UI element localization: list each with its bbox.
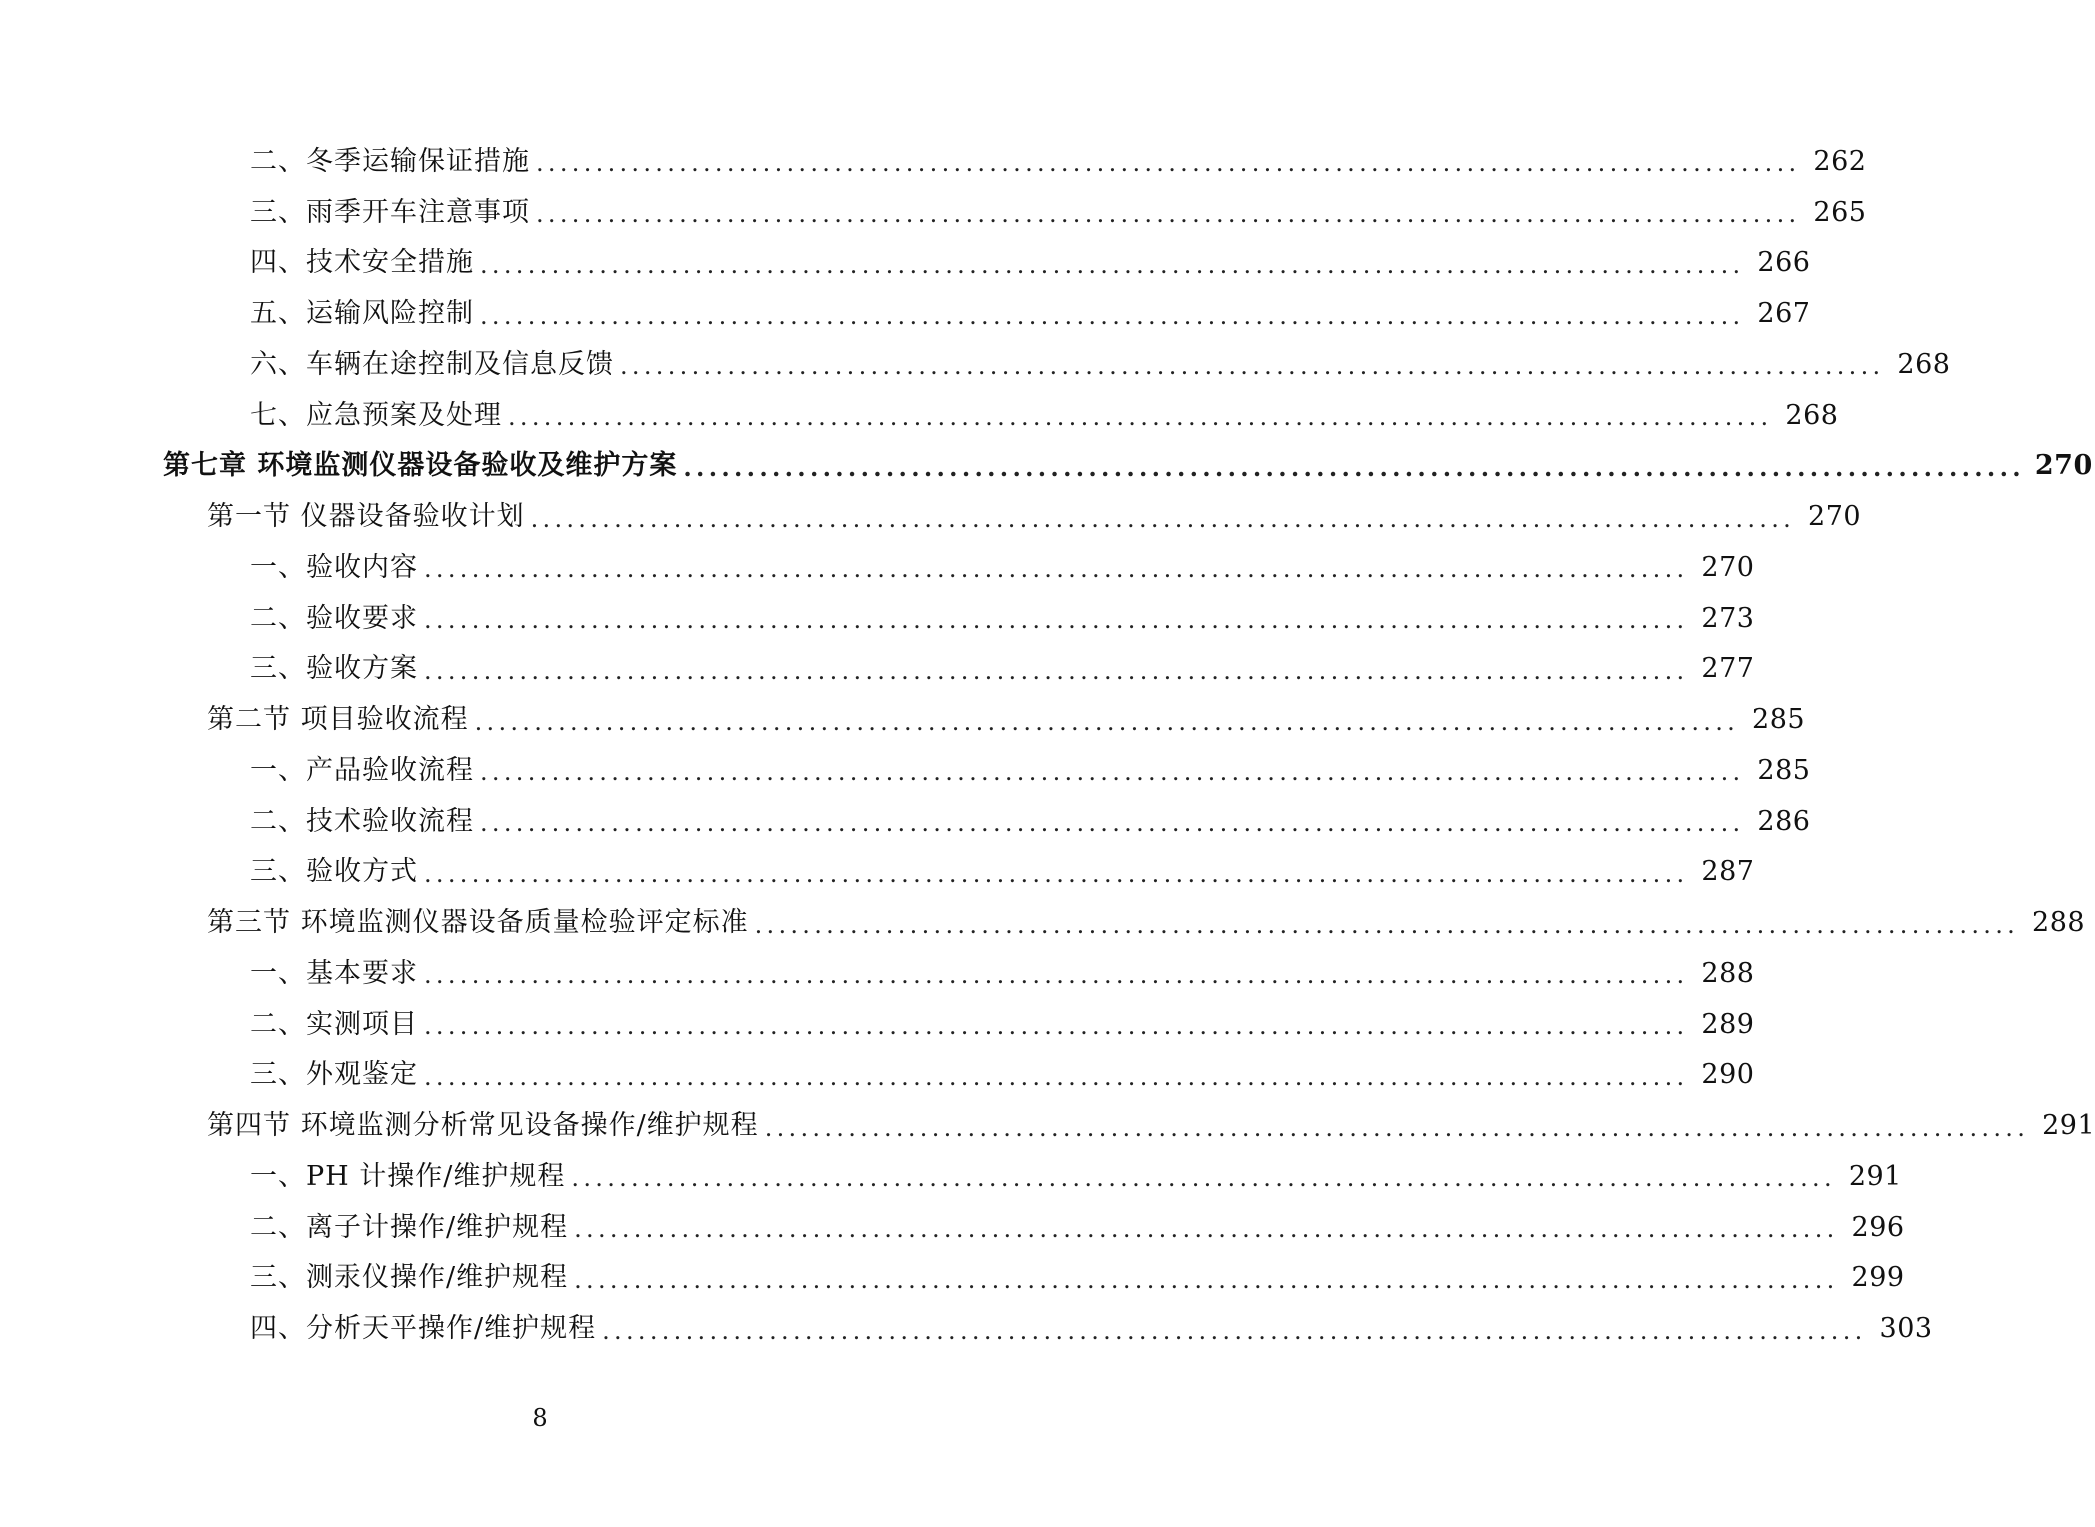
toc-entry-page: 289: [1701, 1008, 1755, 1040]
toc-entry-label: 六、车辆在途控制及信息反馈: [250, 348, 614, 380]
dot-leader: ..........................................................................................................: [530, 504, 1796, 533]
dot-leader: ..........................................................................................................: [574, 1215, 1839, 1244]
toc-entry-page: 265: [1813, 196, 1867, 228]
toc-entry[interactable]: [0, 796, 1811, 847]
toc-entry-page: 270: [1808, 501, 1862, 533]
toc-entry[interactable]: [0, 948, 1755, 999]
dot-leader: ..........................................................................................................: [764, 1113, 2030, 1142]
dot-leader: ..........................................................................................................: [574, 1265, 1839, 1294]
dot-leader: ..........................................................................................................: [480, 301, 1745, 330]
toc-entry-label: 二、冬季运输保证措施: [250, 145, 530, 177]
toc-entry-label: 二、实测项目: [250, 1008, 418, 1040]
toc-entry-page: 299: [1851, 1262, 1905, 1294]
toc-entry-page: 285: [1752, 704, 1806, 736]
toc-entry[interactable]: [0, 1050, 1755, 1101]
dot-leader: ..........................................................................................................: [424, 555, 1689, 584]
toc-section-entry[interactable]: [0, 491, 1862, 542]
toc-entry[interactable]: [0, 745, 1811, 796]
toc-entry-label: 一、基本要求: [250, 957, 418, 989]
toc-entry[interactable]: [0, 542, 1755, 593]
dot-leader: ..........................................................................................................: [424, 656, 1689, 685]
dot-leader: ..........................................................................................................: [602, 1316, 1867, 1345]
toc-entry[interactable]: [0, 1202, 1905, 1253]
dot-leader: ..........................................................................................................: [480, 809, 1745, 838]
toc-entry-label: 三、雨季开车注意事项: [250, 196, 530, 228]
toc-entry-label: 一、产品验收流程: [250, 754, 474, 786]
toc-entry-label: 二、技术验收流程: [250, 805, 474, 837]
dot-leader: ..........................................................................................................: [480, 758, 1745, 787]
toc-section-entry[interactable]: [0, 1100, 2095, 1151]
toc-entry-label: 一、PH 计操作/维护规程: [250, 1160, 566, 1192]
dot-leader: ..........................................................................................................: [424, 1062, 1689, 1091]
toc-entry-page: 291: [1848, 1160, 1902, 1192]
page-number: 8: [532, 1404, 548, 1432]
toc-entry-page: 288: [2032, 907, 2086, 939]
toc-entry-page: 268: [1785, 399, 1839, 431]
toc-entry[interactable]: [0, 238, 1811, 289]
dot-leader: ..........................................................................................................: [536, 149, 1801, 178]
toc-entry[interactable]: [0, 999, 1755, 1050]
toc-entry-label: 五、运输风险控制: [250, 298, 474, 330]
toc-entry-page: 288: [1701, 957, 1755, 989]
toc-section-entry[interactable]: [0, 897, 2086, 948]
toc-entry[interactable]: [0, 644, 1755, 695]
toc-entry-page: 268: [1897, 348, 1951, 380]
toc-entry-label: 二、验收要求: [250, 602, 418, 634]
dot-leader: ..........................................................................................................: [474, 707, 1740, 736]
toc-entry[interactable]: [0, 593, 1755, 644]
toc-entry-label: 三、验收方案: [250, 653, 418, 685]
toc-entry-page: 286: [1757, 805, 1811, 837]
toc-entry-page: 270: [1701, 551, 1755, 583]
toc-entry-label: 三、外观鉴定: [250, 1059, 418, 1091]
toc-entry[interactable]: [0, 1253, 1905, 1304]
toc-entry-label: 四、分析天平操作/维护规程: [250, 1313, 597, 1345]
toc-entry-page: 277: [1701, 653, 1755, 685]
toc-entry-label: 七、应急预案及处理: [250, 399, 502, 431]
toc-entry[interactable]: [0, 288, 1811, 339]
toc-entry-label: 四、技术安全措施: [250, 247, 474, 279]
toc-entry-label: 第一节 仪器设备验收计划: [207, 501, 525, 533]
toc-entry-page: 303: [1879, 1313, 1933, 1345]
toc-entry-label: 二、离子计操作/维护规程: [250, 1211, 569, 1243]
toc-entry[interactable]: [0, 1151, 1902, 1202]
toc-entry-label: 第七章 环境监测仪器设备验收及维护方案: [163, 450, 678, 482]
toc-entry-page: 267: [1757, 298, 1811, 330]
toc-entry-page: 285: [1757, 754, 1811, 786]
dot-leader: ..........................................................................................................: [754, 910, 2020, 939]
toc-entry[interactable]: [0, 187, 1867, 238]
toc-entry-label: 第三节 环境监测仪器设备质量检验评定标准: [207, 907, 749, 939]
toc-entry-label: 第二节 项目验收流程: [207, 704, 469, 736]
dot-leader: ..........................................................................................................: [508, 403, 1773, 432]
dot-leader: ..........................................................................................................: [480, 250, 1745, 279]
table-of-contents: [0, 136, 2095, 1354]
dot-leader: ..........................................................................................................: [683, 452, 2025, 482]
toc-entry-page: 296: [1851, 1211, 1905, 1243]
toc-entry-page: 266: [1757, 247, 1811, 279]
toc-section-entry[interactable]: [0, 694, 1806, 745]
dot-leader: ..........................................................................................................: [424, 606, 1689, 635]
toc-entry-page: 270: [2034, 450, 2093, 482]
toc-entry[interactable]: [0, 339, 1951, 390]
toc-chapter-entry[interactable]: [0, 441, 2093, 492]
toc-entry-page: 273: [1701, 602, 1755, 634]
toc-entry-label: 三、测汞仪操作/维护规程: [250, 1262, 569, 1294]
dot-leader: ..........................................................................................................: [571, 1164, 1836, 1193]
toc-entry-page: 291: [2042, 1110, 2095, 1142]
dot-leader: ..........................................................................................................: [424, 859, 1689, 888]
toc-entry-page: 290: [1701, 1059, 1755, 1091]
toc-entry-label: 第四节 环境监测分析常见设备操作/维护规程: [207, 1110, 759, 1142]
toc-entry[interactable]: [0, 847, 1755, 898]
toc-entry[interactable]: [0, 136, 1867, 187]
toc-entry-page: 287: [1701, 856, 1755, 888]
toc-entry-label: 三、验收方式: [250, 856, 418, 888]
toc-entry-label: 一、验收内容: [250, 551, 418, 583]
dot-leader: ..........................................................................................................: [620, 352, 1885, 381]
toc-entry-page: 262: [1813, 145, 1867, 177]
toc-entry[interactable]: [0, 1303, 1933, 1354]
dot-leader: ..........................................................................................................: [424, 1012, 1689, 1041]
dot-leader: ..........................................................................................................: [424, 961, 1689, 990]
toc-entry[interactable]: [0, 390, 1839, 441]
dot-leader: ..........................................................................................................: [536, 200, 1801, 229]
